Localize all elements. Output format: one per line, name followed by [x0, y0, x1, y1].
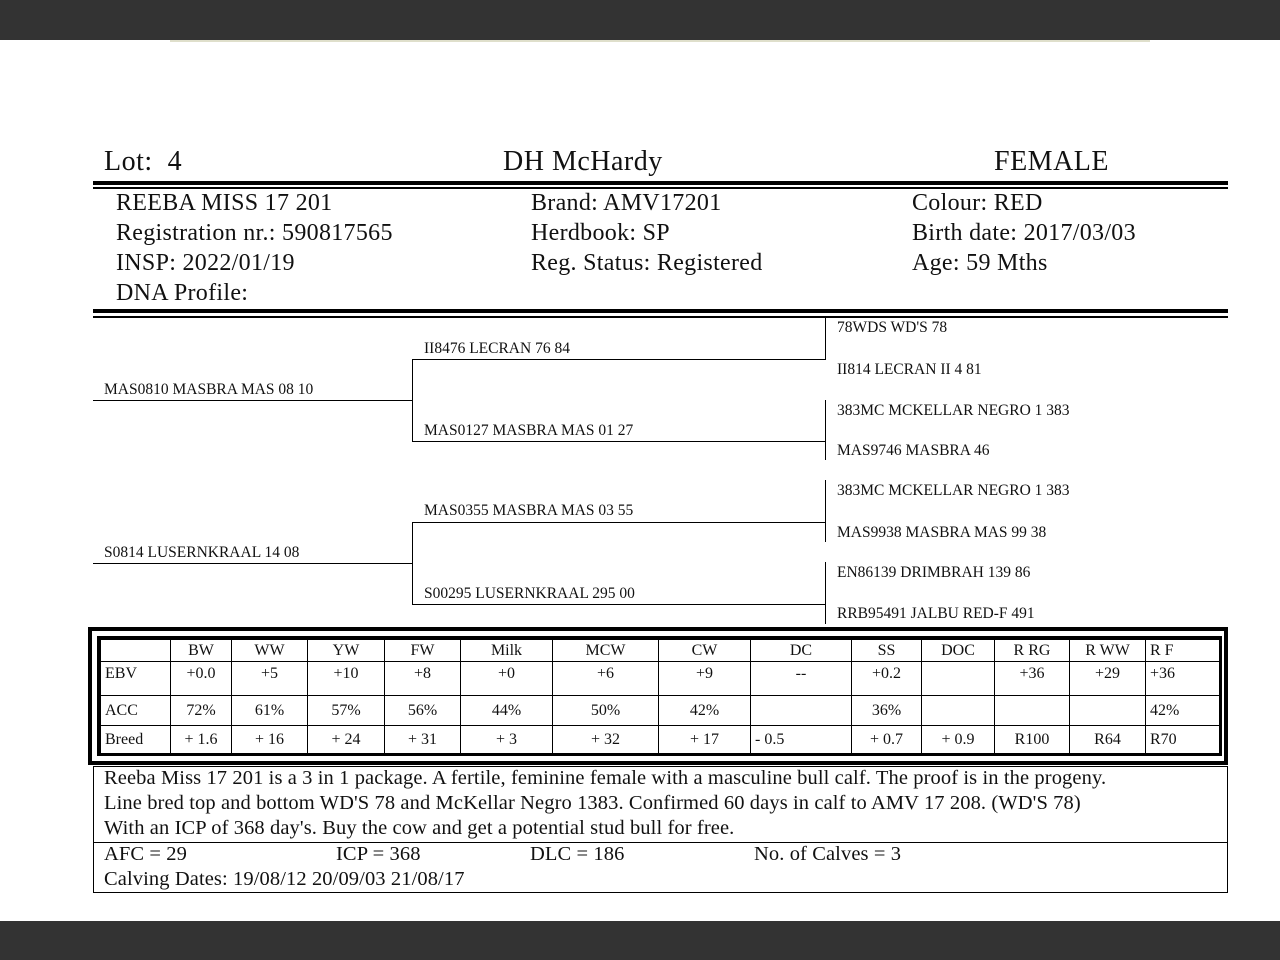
- notes-line-3: With an ICP of 368 day's. Buy the cow and get a potential stud bull for free.: [104, 817, 735, 839]
- reg-status: Reg. Status: Registered: [531, 250, 763, 276]
- ebv-header-cell: FW: [385, 640, 461, 662]
- table-cell: +8: [385, 662, 461, 696]
- g2-bracket: [825, 400, 826, 460]
- table-cell: - 0.5: [751, 726, 852, 755]
- registration-number: Registration nr.: 590817565: [116, 220, 393, 246]
- lot-label: [104, 146, 182, 178]
- viewer-bottom-bar: [0, 921, 1280, 960]
- table-cell: 42%: [659, 696, 751, 726]
- table-cell: 56%: [385, 696, 461, 726]
- table-cell: +36: [995, 662, 1070, 696]
- table-cell: [1070, 696, 1146, 726]
- notes-divider: [93, 842, 1228, 843]
- table-cell: 61%: [232, 696, 308, 726]
- colour: Colour: RED: [912, 190, 1043, 216]
- ds-line: [412, 522, 826, 523]
- table-cell: R70: [1146, 726, 1220, 755]
- dam-line: [93, 563, 413, 564]
- animal-name: REEBA MISS 17 201: [116, 190, 333, 216]
- scan-artifact-line: [170, 40, 1150, 42]
- info-rule-thin: [93, 316, 1228, 318]
- viewer-top-bar: [0, 0, 1280, 40]
- sex-label: FEMALE: [994, 146, 1109, 177]
- row-label: EBV: [101, 662, 171, 696]
- table-cell: + 3: [461, 726, 553, 755]
- breed-row: [101, 726, 1220, 755]
- info-rule-thick: [93, 309, 1228, 313]
- table-cell: 42%: [1146, 696, 1220, 726]
- sire-name: MAS0810 MASBRA MAS 08 10: [104, 381, 314, 398]
- insp-date: INSP: 2022/01/19: [116, 250, 295, 276]
- table-cell: + 0.7: [852, 726, 922, 755]
- brand: Brand: AMV17201: [531, 190, 722, 216]
- great-grandparent-7: EN86139 DRIMBRAH 139 86: [837, 564, 1031, 581]
- ebv-header-cell: DOC: [922, 640, 995, 662]
- table-cell: + 16: [232, 726, 308, 755]
- table-cell: +6: [553, 662, 659, 696]
- afc-stat: AFC = 29: [104, 843, 187, 865]
- great-grandparent-5: 383MC MCKELLAR NEGRO 1 383: [837, 482, 1070, 499]
- sd-line: [412, 441, 826, 442]
- great-grandparent-3: 383MC MCKELLAR NEGRO 1 383: [837, 402, 1070, 419]
- table-cell: + 1.6: [171, 726, 232, 755]
- table-cell: + 31: [385, 726, 461, 755]
- ebv-header-cell: R WW: [1070, 640, 1146, 662]
- birth-date: Birth date: 2017/03/03: [912, 220, 1136, 246]
- header-rule-thick: [93, 181, 1228, 185]
- great-grandparent-2: II814 LECRAN II 4 81: [837, 361, 982, 378]
- table-cell: [922, 662, 995, 696]
- calves-stat: No. of Calves = 3: [754, 843, 902, 865]
- icp-stat: ICP = 368: [336, 843, 421, 865]
- g1-bracket: [825, 318, 826, 360]
- acc-row: [101, 696, 1220, 726]
- table-cell: + 0.9: [922, 726, 995, 755]
- table-cell: +10: [308, 662, 385, 696]
- table-cell: [995, 696, 1070, 726]
- ebv-header-cell: R RG: [995, 640, 1070, 662]
- great-grandparent-1: 78WDS WD'S 78: [837, 319, 948, 336]
- ebv-header-cell: DC: [751, 640, 852, 662]
- ebv-header-cell: R F: [1146, 640, 1220, 662]
- table-cell: 36%: [852, 696, 922, 726]
- ebv-header-row: [101, 640, 1220, 662]
- table-cell: [751, 696, 852, 726]
- ebv-table: [100, 639, 1220, 755]
- table-cell: +0.0: [171, 662, 232, 696]
- sire-sire-name: II8476 LECRAN 76 84: [424, 340, 570, 357]
- table-cell: + 17: [659, 726, 751, 755]
- ebv-header-cell: WW: [232, 640, 308, 662]
- dam-name: S0814 LUSERNKRAAL 14 08: [104, 544, 300, 561]
- ebv-header-cell: CW: [659, 640, 751, 662]
- table-cell: [922, 696, 995, 726]
- lot-number: 4: [167, 146, 183, 177]
- table-cell: +5: [232, 662, 308, 696]
- ebv-header-cell: BW: [171, 640, 232, 662]
- great-grandparent-8: RRB95491 JALBU RED-F 491: [837, 605, 1035, 622]
- table-cell: +29: [1070, 662, 1146, 696]
- herdbook: Herdbook: SP: [531, 220, 670, 246]
- table-cell: +9: [659, 662, 751, 696]
- table-cell: 44%: [461, 696, 553, 726]
- ebv-header-cell: MCW: [553, 640, 659, 662]
- table-cell: 50%: [553, 696, 659, 726]
- great-grandparent-6: MAS9938 MASBRA MAS 99 38: [837, 524, 1047, 541]
- dam-dam-name: S00295 LUSERNKRAAL 295 00: [424, 585, 635, 602]
- sire-line: [93, 400, 413, 401]
- table-cell: + 32: [553, 726, 659, 755]
- row-label: ACC: [101, 696, 171, 726]
- ebv-row: [101, 662, 1220, 696]
- ebv-header-cell: Milk: [461, 640, 553, 662]
- table-cell: R100: [995, 726, 1070, 755]
- sire-dam-name: MAS0127 MASBRA MAS 01 27: [424, 422, 634, 439]
- dam-bracket: [412, 522, 413, 605]
- ss-line: [412, 359, 826, 360]
- ebv-header-cell: YW: [308, 640, 385, 662]
- table-cell: --: [751, 662, 852, 696]
- table-cell: +36: [1146, 662, 1220, 696]
- dd-line: [412, 604, 826, 605]
- notes-line-2: Line bred top and bottom WD'S 78 and McKellar Negro 1383. Confirmed 60 days in calf to AMV 17 208. (WD'S 78): [104, 792, 1081, 814]
- calving-dates: Calving Dates: 19/08/12 20/09/03 21/08/17: [104, 868, 465, 890]
- notes-line-1: Reeba Miss 17 201 is a 3 in 1 package. A fertile, feminine female with a masculine bull calf. The proof is in the progeny.: [104, 767, 1107, 789]
- ebv-header-cell: [101, 640, 171, 662]
- breeder-name: DH McHardy: [503, 146, 663, 177]
- table-cell: 57%: [308, 696, 385, 726]
- header-rule-thin: [93, 187, 1228, 189]
- dam-sire-name: MAS0355 MASBRA MAS 03 55: [424, 502, 634, 519]
- table-cell: R64: [1070, 726, 1146, 755]
- dlc-stat: DLC = 186: [530, 843, 625, 865]
- table-cell: +0: [461, 662, 553, 696]
- g4-bracket: [825, 562, 826, 624]
- table-cell: + 24: [308, 726, 385, 755]
- table-cell: +0.2: [852, 662, 922, 696]
- sire-bracket: [412, 359, 413, 442]
- great-grandparent-4: MAS9746 MASBRA 46: [837, 442, 990, 459]
- lot-label-text: Lot:: [104, 146, 153, 177]
- dna-profile: DNA Profile:: [116, 280, 249, 306]
- row-label: Breed: [101, 726, 171, 755]
- table-cell: 72%: [171, 696, 232, 726]
- g3-bracket: [825, 480, 826, 542]
- ebv-header-cell: SS: [852, 640, 922, 662]
- age: Age: 59 Mths: [912, 250, 1048, 276]
